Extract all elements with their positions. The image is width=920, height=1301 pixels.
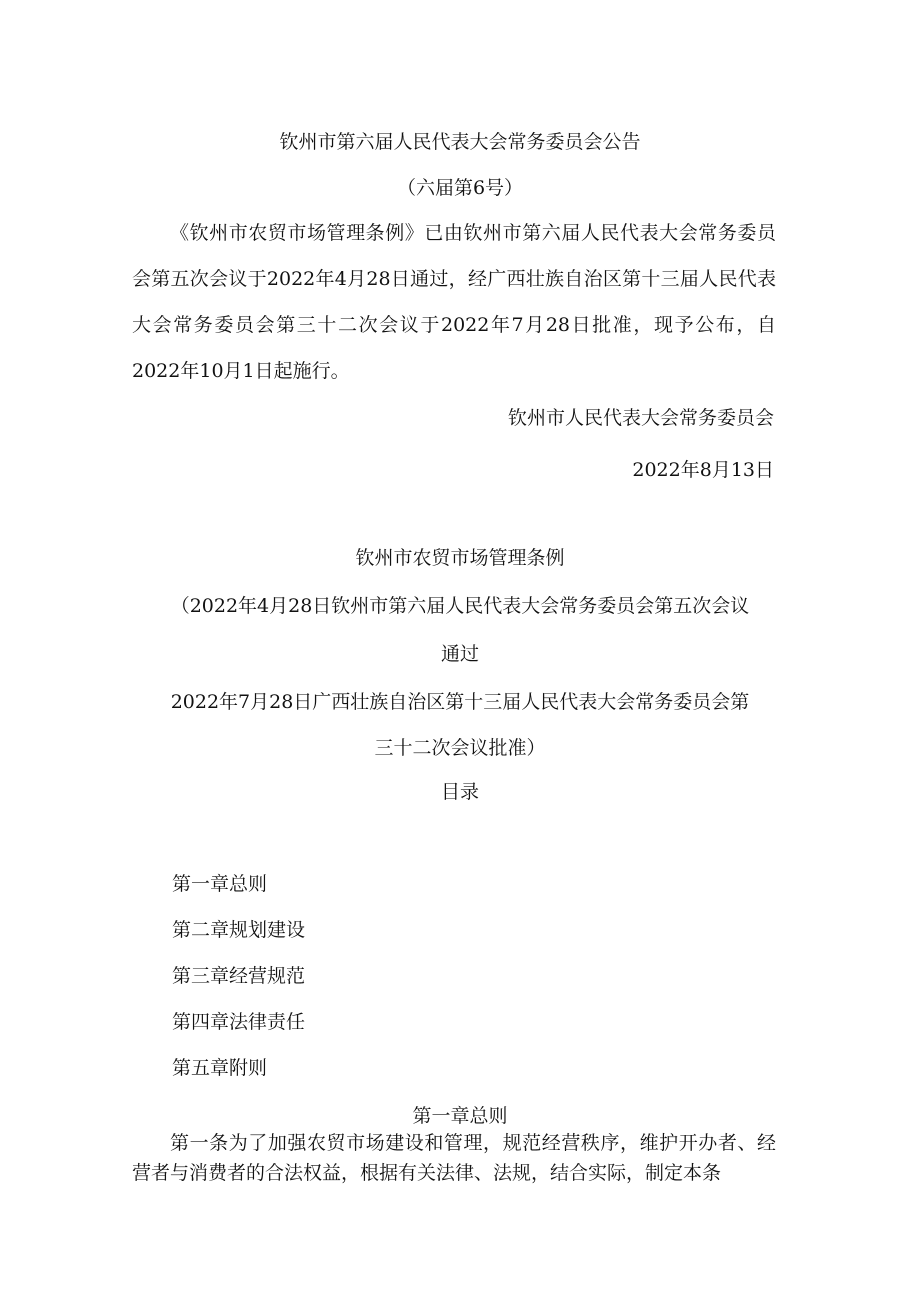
toc-item: 第四章法律责任	[172, 1011, 306, 1033]
toc-item: 第二章规划建设	[172, 919, 306, 941]
toc-item: 第五章附则	[172, 1057, 268, 1079]
regulation-note-line-1: （2022年4月28日钦州市第六届人民代表大会常务委员会第五次会议	[170, 595, 750, 617]
announcement-issuer: 钦州市人民代表大会常务委员会	[507, 407, 774, 429]
toc-item: 第三章经营规范	[172, 965, 306, 987]
article-1-text: 第一条为了加强农贸市场建设和管理，规范经营秩序，维护开办者、经营者与消费者的合法权益，根据有关法律、法规，结合实际，制定本条	[132, 1132, 776, 1184]
regulation-title: 钦州市农贸市场管理条例	[355, 547, 565, 569]
toc-item: 第一章总则	[172, 873, 268, 895]
announcement-date: 2022年8月13日	[632, 459, 774, 481]
regulation-note-line-3: 2022年7月28日广西壮族自治区第十三届人民代表大会常务委员会第	[170, 691, 750, 713]
regulation-note-line-4: 三十二次会议批准）	[374, 737, 546, 759]
chapter-1-heading: 第一章总则	[412, 1105, 508, 1127]
announcement-title: 钦州市第六届人民代表大会常务委员会公告	[279, 131, 641, 153]
announcement-body: 《钦州市农贸市场管理条例》已由钦州市第六届人民代表大会常务委员会第五次会议于2022年4月28日通过，经广西壮族自治区第十三届人民代表大会常务委员会第三十二次会议于2022年7月28日批准，现予公布，自2022年10月1日起施行。	[132, 222, 776, 382]
regulation-note-line-2: 通过	[440, 643, 479, 665]
announcement-number: （六届第6号）	[396, 177, 524, 199]
toc-heading: 目录	[440, 781, 479, 803]
